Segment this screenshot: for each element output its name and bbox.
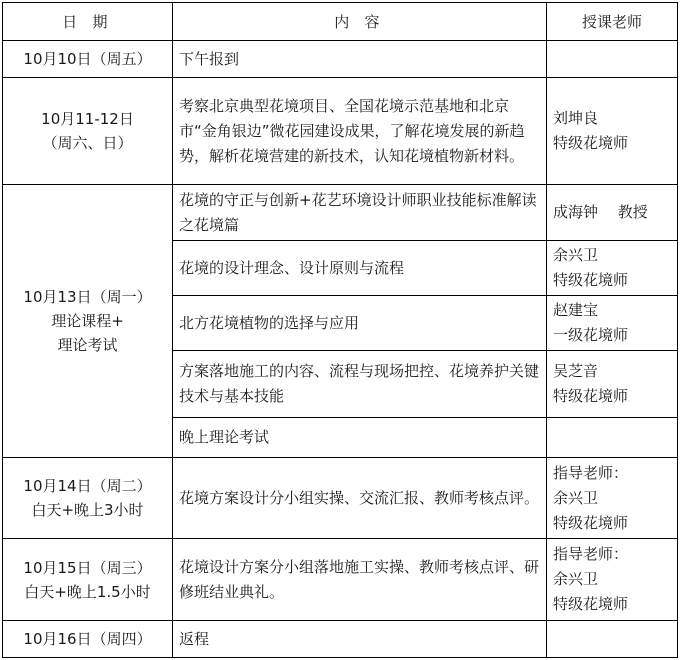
table-row bbox=[3, 458, 678, 539]
teacher-cell bbox=[547, 621, 678, 658]
header-teacher: 授课老师 bbox=[547, 3, 678, 41]
content-cell: 花境的守正与创新+花艺环境设计师职业技能标准解读之花境篇 bbox=[173, 185, 547, 241]
date-cell: 10月13日（周一） 理论课程+ 理论考试 bbox=[3, 185, 173, 458]
date-cell: 10月14日（周二） 白天+晚上3小时 bbox=[3, 458, 173, 539]
teacher-cell: 指导老师： 余兴卫 特级花境师 bbox=[547, 539, 678, 621]
content-cell: 方案落地施工的内容、流程与现场把控、花境养护关键技术与基本技能 bbox=[173, 351, 547, 418]
table-row bbox=[3, 621, 678, 658]
content-cell: 晚上理论考试 bbox=[173, 418, 547, 458]
teacher-cell: 刘坤良 特级花境师 bbox=[547, 78, 678, 185]
date-cell: 10月11-12日 （周六、日） bbox=[3, 78, 173, 185]
date-cell: 10月16日（周四） bbox=[3, 621, 173, 658]
content-cell: 考察北京典型花境项目、全国花境示范基地和北京市“金角银边”微花园建设成果，了解花境发展的新趋势，解析花境营建的新技术，认知花境植物新材料。 bbox=[173, 78, 547, 185]
table-row bbox=[3, 41, 678, 78]
teacher-cell bbox=[547, 418, 678, 458]
content-cell: 北方花境植物的选择与应用 bbox=[173, 296, 547, 351]
schedule-table bbox=[2, 2, 678, 658]
teacher-cell bbox=[547, 41, 678, 78]
table-row bbox=[3, 78, 678, 185]
content-cell: 下午报到 bbox=[173, 41, 547, 78]
teacher-cell: 余兴卫 特级花境师 bbox=[547, 241, 678, 296]
table-row bbox=[3, 539, 678, 621]
teacher-cell: 指导老师： 余兴卫 特级花境师 bbox=[547, 458, 678, 539]
content-cell: 返程 bbox=[173, 621, 547, 658]
header-date: 日 期 bbox=[3, 3, 173, 41]
teacher-cell: 吴芝音 特级花境师 bbox=[547, 351, 678, 418]
content-cell: 花境的设计理念、设计原则与流程 bbox=[173, 241, 547, 296]
date-cell: 10月15日（周三） 白天+晚上1.5小时 bbox=[3, 539, 173, 621]
teacher-cell: 赵建宝 一级花境师 bbox=[547, 296, 678, 351]
table-row bbox=[3, 185, 678, 241]
teacher-cell: 成海钟 教授 bbox=[547, 185, 678, 241]
header-content: 内 容 bbox=[173, 3, 547, 41]
date-cell: 10月10日（周五） bbox=[3, 41, 173, 78]
content-cell: 花境设计方案分小组落地施工实操、教师考核点评、研修班结业典礼。 bbox=[173, 539, 547, 621]
content-cell: 花境方案设计分小组实操、交流汇报、教师考核点评。 bbox=[173, 458, 547, 539]
table-header-row bbox=[3, 3, 678, 41]
